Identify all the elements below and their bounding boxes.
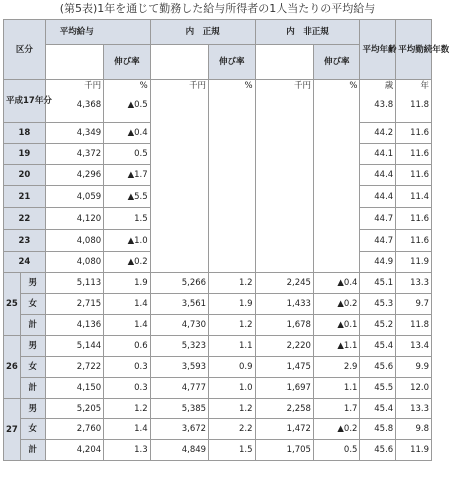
non-regular-growth-rate-value: ▲0.4 [313,273,360,294]
regular-salary-value: 4,730 [150,315,208,336]
sex-row [4,294,432,315]
sex-row [4,440,432,461]
header-non-regular: 内 非正規 [255,20,360,45]
sex-label: 男 [20,273,45,294]
non-regular-growth-rate-value: 2.9 [313,357,360,378]
avg-age-value: 45.4 [360,336,396,357]
year-label: 21 [4,186,46,208]
avg-years-value: 11.4 [396,186,432,208]
avg-salary-value: 4,080 [45,230,103,252]
sex-row [4,357,432,378]
unit-salary-non-regular: 千円 [255,80,313,273]
avg-years-value: 11.9 [396,440,432,461]
header-category: 区分 [4,20,46,80]
regular-salary-value: 3,561 [150,294,208,315]
regular-growth-rate-value: 1.5 [209,440,256,461]
non-regular-growth-rate-value: ▲1.1 [313,336,360,357]
avg-years-value: 12.0 [396,378,432,399]
year-group-label: 27 [4,399,21,461]
year-label: 18 [4,123,46,144]
year-label: 平成17年分 [4,80,46,123]
avg-salary-value: 4,150 [45,378,103,399]
header-blank-cell [255,45,313,80]
regular-growth-rate-value: 0.9 [209,357,256,378]
avg-years-value: 11.6 [396,208,432,230]
growth-rate-value: ▲5.5 [104,186,151,208]
avg-years-value: 11.6 [396,230,432,252]
growth-rate-value: 0.3 [104,378,151,399]
regular-salary-value: 3,593 [150,357,208,378]
non-regular-salary-value: 1,697 [255,378,313,399]
growth-rate-value: 0.3 [104,357,151,378]
year-label: 24 [4,252,46,273]
avg-age-value: 44.9 [360,252,396,273]
sex-label: 計 [20,315,45,336]
unit-pct-regular: % [209,80,256,273]
growth-rate-value: 0.5 [104,144,151,165]
avg-years-value: 11.6 [396,123,432,144]
year-label: 19 [4,144,46,165]
avg-salary-value: 5,205 [45,399,103,419]
avg-age-value: 45.1 [360,273,396,294]
year-group-label: 26 [4,336,21,399]
sex-row [4,378,432,399]
avg-years-value: 13.4 [396,336,432,357]
growth-rate-value: 1.2 [104,399,151,419]
avg-age-value: 44.4 [360,165,396,186]
header-growth-rate-regular: 伸び率 [209,45,256,80]
non-regular-salary-value: 1,678 [255,315,313,336]
avg-age-value: 45.8 [360,419,396,440]
avg-salary-value: 4,204 [45,440,103,461]
avg-years-value: 11.6 [396,165,432,186]
non-regular-salary-value: 2,258 [255,399,313,419]
unit-salary-regular: 千円 [150,80,208,273]
sex-label: 男 [20,399,45,419]
year-label: 20 [4,165,46,186]
header-row-1 [4,20,432,45]
avg-years-value: 9.9 [396,357,432,378]
regular-salary-value: 4,777 [150,378,208,399]
avg-salary-value: 2,722 [45,357,103,378]
sex-label: 計 [20,440,45,461]
avg-years-value: 11.8 [396,315,432,336]
avg-salary-value: 2,715 [45,294,103,315]
sex-label: 女 [20,294,45,315]
avg-age-value: 44.2 [360,123,396,144]
non-regular-salary-value: 2,245 [255,273,313,294]
header-avg-age: 平均年齢 [360,20,396,80]
regular-salary-value: 5,323 [150,336,208,357]
non-regular-growth-rate-value: ▲0.2 [313,294,360,315]
sex-row [4,419,432,440]
non-regular-growth-rate-value: 0.5 [313,440,360,461]
year-label: 22 [4,208,46,230]
sex-row [4,399,432,419]
growth-rate-value: ▲0.5 [127,100,148,110]
avg-age-value: 45.6 [360,440,396,461]
avg-age-value: 44.7 [360,230,396,252]
avg-salary-value: 2,760 [45,419,103,440]
avg-years-value: 9.7 [396,294,432,315]
avg-salary-value: 5,144 [45,336,103,357]
growth-rate-value: 0.6 [104,336,151,357]
non-regular-salary-value: 1,475 [255,357,313,378]
growth-rate-value: 1.4 [104,419,151,440]
regular-growth-rate-value: 1.2 [209,399,256,419]
sex-label: 女 [20,357,45,378]
avg-salary-value: 4,059 [45,186,103,208]
avg-years-value: 13.3 [396,273,432,294]
regular-salary-value: 4,849 [150,440,208,461]
regular-growth-rate-value: 1.2 [209,315,256,336]
regular-growth-rate-value: 2.2 [209,419,256,440]
avg-age-value: 45.2 [360,315,396,336]
avg-years-value: 13.3 [396,399,432,419]
avg-salary-value: 4,296 [45,165,103,186]
regular-salary-value: 5,266 [150,273,208,294]
header-blank-cell [45,45,103,80]
regular-growth-rate-value: 1.0 [209,378,256,399]
avg-age-value: 44.1 [360,144,396,165]
growth-rate-value: 1.3 [104,440,151,461]
header-avg-salary: 平均給与 [45,20,150,45]
avg-age-value: 44.7 [360,208,396,230]
sex-row [4,273,432,294]
non-regular-growth-rate-value: ▲0.1 [313,315,360,336]
header-blank-cell [150,45,208,80]
avg-age-value: 45.5 [360,378,396,399]
non-regular-salary-value: 1,433 [255,294,313,315]
growth-rate-cell [104,80,151,123]
avg-salary-value: 4,120 [45,208,103,230]
growth-rate-value: 1.4 [104,315,151,336]
regular-growth-rate-value: 1.9 [209,294,256,315]
header-growth-rate-non-regular: 伸び率 [313,45,360,80]
growth-rate-value: 1.9 [104,273,151,294]
avg-age-value: 45.6 [360,357,396,378]
sex-label: 女 [20,419,45,440]
sex-label: 男 [20,336,45,357]
avg-years-value: 9.8 [396,419,432,440]
table-title: (第5表)1年を通じて勤務した給与所得者の1人当たりの平均給与 [59,2,376,15]
regular-salary-value: 3,672 [150,419,208,440]
avg-years-value: 11.8 [410,100,429,110]
year-group-label: 25 [4,273,21,336]
regular-growth-rate-value: 1.1 [209,336,256,357]
avg-salary-value: 5,113 [45,273,103,294]
avg-salary-value: 4,136 [45,315,103,336]
growth-rate-value: 1.4 [104,294,151,315]
regular-growth-rate-value: 1.2 [209,273,256,294]
non-regular-salary-value: 1,705 [255,440,313,461]
avg-salary-value: 4,368 [76,100,102,110]
header-regular: 内 正規 [150,20,255,45]
avg-age-value: 44.4 [360,186,396,208]
avg-salary-value: 4,349 [45,123,103,144]
non-regular-salary-value: 1,472 [255,419,313,440]
salary-table [3,19,449,461]
regular-salary-value: 5,385 [150,399,208,419]
sex-row [4,315,432,336]
growth-rate-value: ▲1.7 [104,165,151,186]
unit-age-cell [360,80,396,123]
avg-age-value: 45.4 [360,399,396,419]
growth-rate-value: ▲0.4 [104,123,151,144]
non-regular-growth-rate-value: 1.7 [313,399,360,419]
growth-rate-value: ▲0.2 [104,252,151,273]
unit-pct: % [139,81,148,91]
non-regular-growth-rate-value: ▲0.2 [313,419,360,440]
year-label: 23 [4,230,46,252]
non-regular-growth-rate-value: 1.1 [313,378,360,399]
year-row [4,80,432,123]
avg-age-value: 43.8 [374,100,394,110]
unit-years: 年 [420,81,429,91]
sex-row [4,336,432,357]
avg-years-value: 11.6 [396,144,432,165]
unit-years-cell [396,80,432,123]
growth-rate-value: 1.5 [104,208,151,230]
unit-pct-non-regular: % [313,80,360,273]
avg-salary-cell [45,80,103,123]
header-avg-years: 平均勤続年数 [396,20,432,80]
unit-salary: 千円 [84,81,102,91]
avg-salary-value: 4,372 [45,144,103,165]
avg-salary-value: 4,080 [45,252,103,273]
header-growth-rate: 伸び率 [104,45,151,80]
growth-rate-value: ▲1.0 [104,230,151,252]
non-regular-salary-value: 2,220 [255,336,313,357]
avg-age-value: 45.3 [360,294,396,315]
sex-label: 計 [20,378,45,399]
unit-age: 歳 [384,81,394,91]
avg-years-value: 11.9 [396,252,432,273]
